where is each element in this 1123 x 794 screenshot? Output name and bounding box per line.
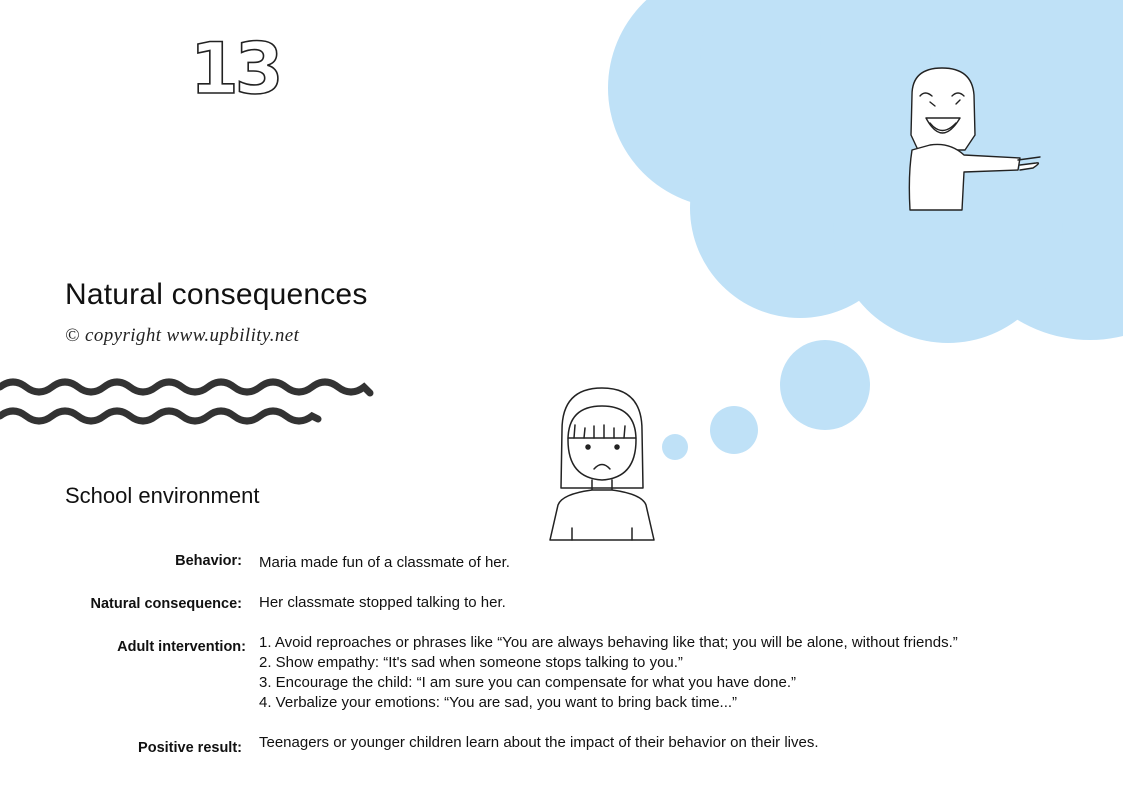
list-item: 2. Show empathy: “It's sad when someone stops talking to you.” xyxy=(259,654,683,671)
behavior-label: Behavior: xyxy=(175,553,242,569)
natural-consequence-value: Her classmate stopped talking to her. xyxy=(259,594,506,611)
section-heading: School environment xyxy=(65,483,260,508)
copyright-text: © copyright www.upbility.net xyxy=(65,325,300,346)
adult-intervention-label: Adult intervention: xyxy=(117,639,246,655)
list-item: 1. Avoid reproaches or phrases like “You are always behaving like that; you will be alone, without friends.” xyxy=(259,634,958,651)
positive-result-value: Teenagers or younger children learn about the impact of their behavior on their lives. xyxy=(259,734,819,751)
sad-girl-icon xyxy=(548,385,658,545)
positive-result-label: Positive result: xyxy=(138,740,242,756)
page-number: 13 xyxy=(190,28,280,110)
page-title: Natural consequences xyxy=(65,278,368,311)
thought-cloud xyxy=(600,0,1123,560)
behavior-value: Maria made fun of a classmate of her. xyxy=(259,554,510,571)
natural-consequence-label: Natural consequence: xyxy=(90,596,242,612)
wavy-lines-decoration xyxy=(0,376,380,428)
adult-intervention-list xyxy=(259,633,1079,713)
list-item: 4. Verbalize your emotions: “You are sad, you want to bring back time...” xyxy=(259,694,738,711)
list-item: 3. Encourage the child: “I am sure you can compensate for what you have done.” xyxy=(259,674,796,691)
